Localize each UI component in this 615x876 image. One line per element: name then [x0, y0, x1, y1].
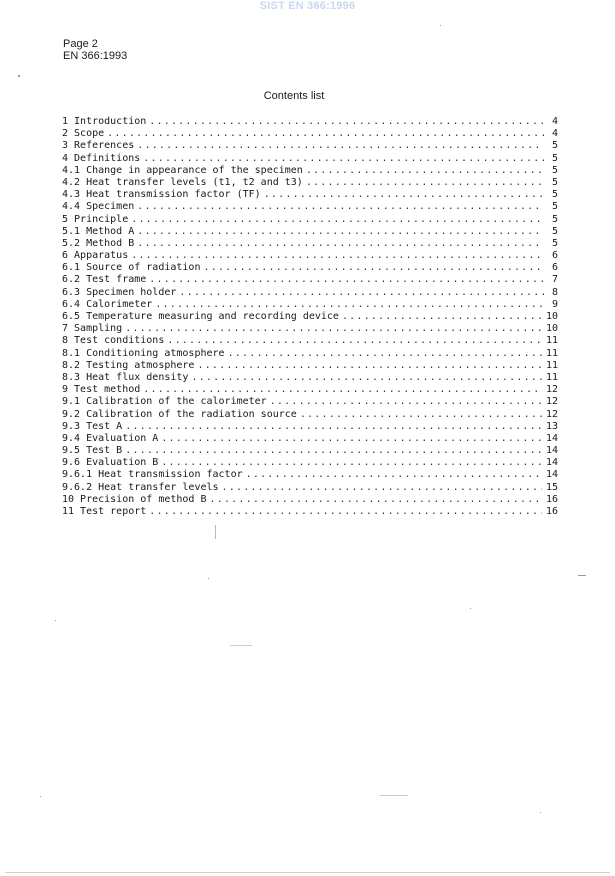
toc-entry-title: 6 Apparatus [62, 250, 129, 262]
toc-entry-page: 14 [545, 432, 558, 444]
toc-leader-dots [161, 457, 542, 469]
toc-entry-title: 4.1 Change in appearance of the specimen [62, 164, 303, 176]
toc-entry [62, 372, 558, 384]
toc-entry-title: 4.4 Specimen [62, 201, 135, 213]
toc-leader-dots [137, 140, 544, 152]
toc-leader-dots [143, 153, 544, 165]
toc-entry-page: 4 [551, 128, 558, 140]
toc-entry [62, 201, 558, 213]
scan-speck [440, 25, 441, 26]
toc-entry-page: 6 [551, 250, 558, 262]
toc-leader-dots [222, 482, 542, 494]
toc-entry [62, 396, 558, 408]
toc-entry-page: 14 [545, 469, 558, 481]
toc-leader-dots [342, 311, 542, 323]
scan-speck [230, 645, 252, 646]
toc-entry [62, 506, 558, 518]
toc-entry [62, 433, 558, 445]
watermark: SIST EN 366:1996 [259, 0, 356, 12]
toc-entry-title: 5.1 Method A [62, 225, 135, 237]
toc-entry-title: 9.5 Test B [62, 445, 123, 457]
scan-speck [5, 872, 610, 873]
toc-leader-dots [191, 372, 542, 384]
scan-speck [208, 578, 209, 579]
toc-entry-title: 8 Test conditions [62, 335, 165, 347]
toc-entry-page: 12 [545, 384, 558, 396]
toc-entry-page: 12 [545, 396, 558, 408]
toc-entry-page: 5 [551, 176, 558, 188]
scan-speck [18, 75, 20, 77]
standard-number: EN 366:1993 [63, 50, 128, 62]
contents-title: Contents list [263, 90, 325, 102]
toc-entry [62, 348, 558, 360]
toc-entry [62, 323, 558, 335]
toc-leader-dots [167, 335, 542, 347]
toc-leader-dots [210, 494, 542, 506]
toc-entry-page: 8 [551, 286, 558, 298]
toc-entry-title: 6.3 Specimen holder [62, 286, 177, 298]
toc-leader-dots [161, 433, 542, 445]
toc-leader-dots [300, 409, 542, 421]
toc-leader-dots [107, 128, 544, 140]
toc-entry [62, 409, 558, 421]
toc-entry-title: 9.1 Calibration of the calorimeter [62, 396, 267, 408]
toc-entry [62, 165, 558, 177]
toc-leader-dots [306, 177, 544, 189]
toc-leader-dots [149, 506, 542, 518]
toc-entry-page: 16 [545, 493, 558, 505]
toc-leader-dots [137, 201, 544, 213]
toc-entry [62, 287, 558, 299]
toc-leader-dots [137, 226, 544, 238]
toc-entry-page: 5 [551, 213, 558, 225]
toc-entry-title: 9.2 Calibration of the radiation source [62, 408, 297, 420]
toc-entry-title: 6.4 Calorimeter [62, 298, 153, 310]
toc-entry-page: 10 [545, 311, 558, 322]
toc-entry-page: 9 [551, 298, 558, 310]
toc-entry-page: 16 [545, 506, 558, 517]
toc-entry-page: 5 [551, 225, 558, 237]
toc-leader-dots [270, 396, 542, 408]
toc-entry-page: 6 [551, 262, 558, 274]
toc-entry-page: 5 [551, 201, 558, 213]
toc-entry [62, 494, 558, 506]
toc-entry-title: 11 Test report [62, 506, 147, 517]
toc-entry-page: 11 [545, 359, 558, 371]
toc-entry [62, 274, 558, 286]
toc-entry-page: 11 [545, 347, 558, 359]
toc-entry-page: 5 [551, 152, 558, 164]
toc-entry-title: 5 Principle [62, 213, 129, 225]
toc-leader-dots [131, 214, 544, 226]
toc-entry-page: 5 [551, 237, 558, 249]
toc-leader-dots [137, 238, 544, 250]
toc-entry [62, 140, 558, 152]
toc-entry-page: 10 [545, 323, 558, 335]
scan-speck [55, 620, 56, 621]
toc-entry [62, 128, 558, 140]
toc-entry [62, 311, 558, 323]
toc-leader-dots [246, 469, 542, 481]
toc-entry [62, 457, 558, 469]
toc-entry-title: 5.2 Method B [62, 237, 135, 249]
toc-entry [62, 482, 558, 494]
toc-entry [62, 384, 558, 396]
toc-entry [62, 214, 558, 226]
toc-entry-page: 14 [545, 457, 558, 469]
page-header [63, 38, 127, 62]
toc-leader-dots [125, 421, 542, 433]
toc-leader-dots [197, 360, 542, 372]
toc-entry [62, 262, 558, 274]
toc-entry-title: 9.6.1 Heat transmission factor [62, 469, 243, 481]
toc-entry [62, 421, 558, 433]
toc-leader-dots [306, 165, 544, 177]
toc-entry-title: 2 Scope [62, 128, 105, 140]
toc-entry-title: 8.2 Testing atmosphere [62, 359, 195, 371]
toc-entry-title: 9.4 Evaluation A [62, 432, 159, 444]
toc-entry [62, 238, 558, 250]
toc-entry [62, 335, 558, 347]
toc-entry-page: 5 [551, 189, 558, 201]
toc-entry [62, 189, 558, 201]
toc-entry [62, 226, 558, 238]
toc-entry-title: 4.3 Heat transmission factor (TF) [62, 189, 261, 201]
toc-entry-title: 1 Introduction [62, 116, 147, 127]
scan-speck [540, 812, 541, 813]
toc-leader-dots [228, 348, 542, 360]
toc-leader-dots [143, 384, 542, 396]
toc-entry-title: 9.3 Test A [62, 420, 123, 432]
toc-leader-dots [149, 116, 544, 128]
toc-leader-dots [203, 262, 544, 274]
toc-leader-dots [264, 189, 544, 201]
toc-leader-dots [149, 274, 544, 286]
toc-entry-title: 9.6 Evaluation B [62, 457, 159, 469]
toc-entry-page: 12 [545, 408, 558, 420]
toc-leader-dots [155, 299, 544, 311]
toc-entry [62, 360, 558, 372]
scan-speck [215, 525, 216, 539]
toc-entry-page: 11 [545, 371, 558, 383]
toc-entry-page: 7 [551, 274, 558, 286]
toc-entry-title: 9 Test method [62, 384, 141, 396]
toc-entry [62, 177, 558, 189]
toc-entry [62, 250, 558, 262]
toc-entry-page: 11 [545, 335, 558, 347]
toc-entry-title: 3 References [62, 140, 135, 152]
toc-entry-page: 4 [551, 116, 558, 127]
toc-entry-title: 7 Sampling [62, 323, 123, 335]
toc-entry-title: 9.6.2 Heat transfer levels [62, 481, 219, 493]
toc-leader-dots [125, 445, 542, 457]
scan-speck [578, 575, 586, 576]
toc-entry-title: 8.3 Heat flux density [62, 371, 189, 383]
toc-leader-dots [179, 287, 544, 299]
scan-speck [470, 608, 471, 609]
toc-entry-page: 14 [545, 445, 558, 457]
toc-entry-page: 5 [551, 164, 558, 176]
toc-entry-title: 8.1 Conditioning atmosphere [62, 347, 225, 359]
scan-speck [380, 795, 408, 796]
toc-entry [62, 153, 558, 165]
table-of-contents [62, 116, 558, 518]
page-number: Page 2 [63, 38, 98, 50]
scan-speck [40, 796, 41, 797]
toc-entry [62, 116, 558, 128]
toc-leader-dots [125, 323, 542, 335]
toc-entry-title: 6.2 Test frame [62, 274, 147, 286]
toc-entry [62, 469, 558, 481]
toc-entry [62, 445, 558, 457]
toc-entry-page: 13 [545, 420, 558, 432]
toc-entry-title: 10 Precision of method B [62, 493, 207, 505]
toc-entry-title: 4.2 Heat transfer levels (t1, t2 and t3) [62, 176, 303, 188]
toc-entry-page: 5 [551, 140, 558, 152]
toc-entry-title: 4 Definitions [62, 152, 141, 164]
toc-entry-title: 6.5 Temperature measuring and recording device [62, 311, 339, 322]
toc-entry [62, 299, 558, 311]
toc-entry-title: 6.1 Source of radiation [62, 262, 201, 274]
toc-entry-page: 15 [545, 481, 558, 493]
toc-leader-dots [131, 250, 544, 262]
